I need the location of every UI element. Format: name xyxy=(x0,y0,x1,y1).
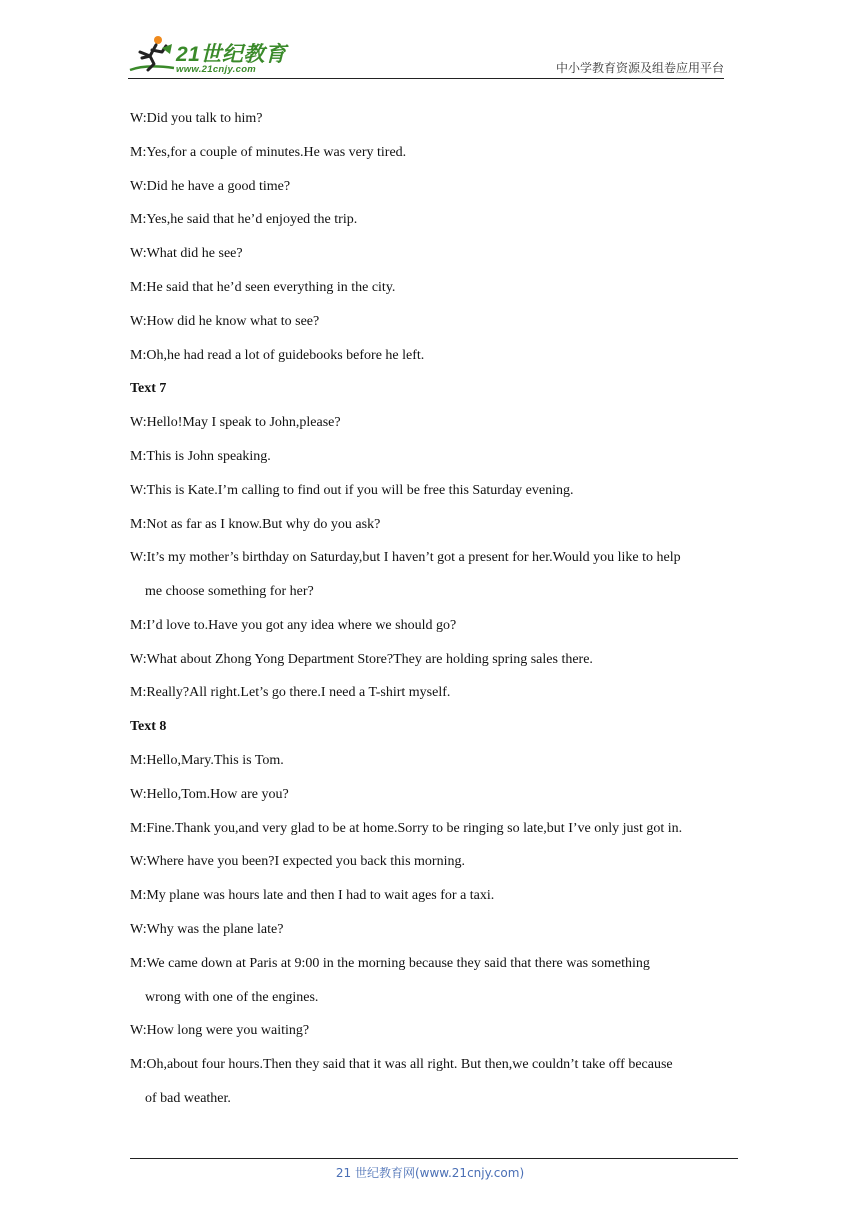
header-divider xyxy=(128,78,724,79)
dialogue-line: M:Oh,about four hours.Then they said that it was all right. But then,we couldn’t take off because xyxy=(130,1056,673,1072)
dialogue-line: M:This is John speaking. xyxy=(130,448,271,464)
dialogue-line: W:How did he know what to see? xyxy=(130,313,320,329)
logo-text: 21世纪教育 xyxy=(176,43,287,66)
dialogue-line: M:We came down at Paris at 9:00 in the morning because they said that there was something xyxy=(130,955,650,971)
runner-logo-icon xyxy=(128,34,176,76)
section-heading-text-8: Text 8 xyxy=(130,719,167,735)
dialogue-line: W:Why was the plane late? xyxy=(130,921,284,937)
footer-link[interactable]: 21 世纪教育网(www.21cnjy.com) xyxy=(335,1166,525,1180)
dialogue-line: W:This is Kate.I’m calling to find out if you will be free this Saturday evening. xyxy=(130,482,574,498)
dialogue-line: M:Yes,for a couple of minutes.He was very tired. xyxy=(130,144,407,160)
dialogue-line-continuation xyxy=(130,1082,733,1116)
dialogue-line: M:Fine.Thank you,and very glad to be at home.Sorry to be ringing so late,but I’ve only just got in. xyxy=(130,820,683,836)
dialogue-line: M:I’d love to.Have you got any idea where we should go? xyxy=(130,617,457,633)
dialogue-line: M:Yes,he said that he’d enjoyed the trip. xyxy=(130,212,358,228)
dialogue-line: M:Really?All right.Let’s go there.I need a T-shirt myself. xyxy=(130,685,451,701)
dialogue-line: M:My plane was hours late and then I had to wait ages for a taxi. xyxy=(130,888,495,904)
dialogue-line: W:What did he see? xyxy=(130,246,243,262)
dialogue-line: W:Did he have a good time? xyxy=(130,178,291,194)
continuation-text: me choose something for her? xyxy=(145,584,314,600)
continuation-text: wrong with one of the engines. xyxy=(145,989,319,1005)
dialogue-line: W:How long were you waiting? xyxy=(130,1023,310,1039)
dialogue-line: W:What about Zhong Yong Department Store?They are holding spring sales there. xyxy=(130,651,593,667)
dialogue-line: W:Hello!May I speak to John,please? xyxy=(130,415,341,431)
dialogue-transcript xyxy=(130,109,733,1122)
platform-label: 中小学教育资源及组卷应用平台 xyxy=(555,61,724,75)
dialogue-line: M:Oh,he had read a lot of guidebooks before he left. xyxy=(130,347,425,363)
dialogue-line: W:Did you talk to him? xyxy=(130,111,263,126)
logo-url: www.21cnjy.com xyxy=(176,64,257,75)
dialogue-line: W:It’s my mother’s birthday on Saturday,but I haven’t got a present for her.Would you like to help xyxy=(130,550,681,566)
dialogue-line: W:Where have you been?I expected you back this morning. xyxy=(130,854,465,870)
dialogue-line: M:He said that he’d seen everything in the city. xyxy=(130,279,396,295)
dialogue-line: W:Hello,Tom.How are you? xyxy=(130,786,289,802)
site-logo[interactable] xyxy=(128,34,288,76)
dialogue-line-continuation xyxy=(130,981,733,1015)
dialogue-line-continuation xyxy=(130,575,733,609)
continuation-text: of bad weather. xyxy=(145,1090,231,1106)
footer-divider xyxy=(130,1158,738,1159)
dialogue-line: M:Hello,Mary.This is Tom. xyxy=(130,752,284,768)
section-heading-text-7: Text 7 xyxy=(130,381,167,397)
dialogue-line: M:Not as far as I know.But why do you ask? xyxy=(130,516,381,532)
page-header xyxy=(128,30,724,80)
